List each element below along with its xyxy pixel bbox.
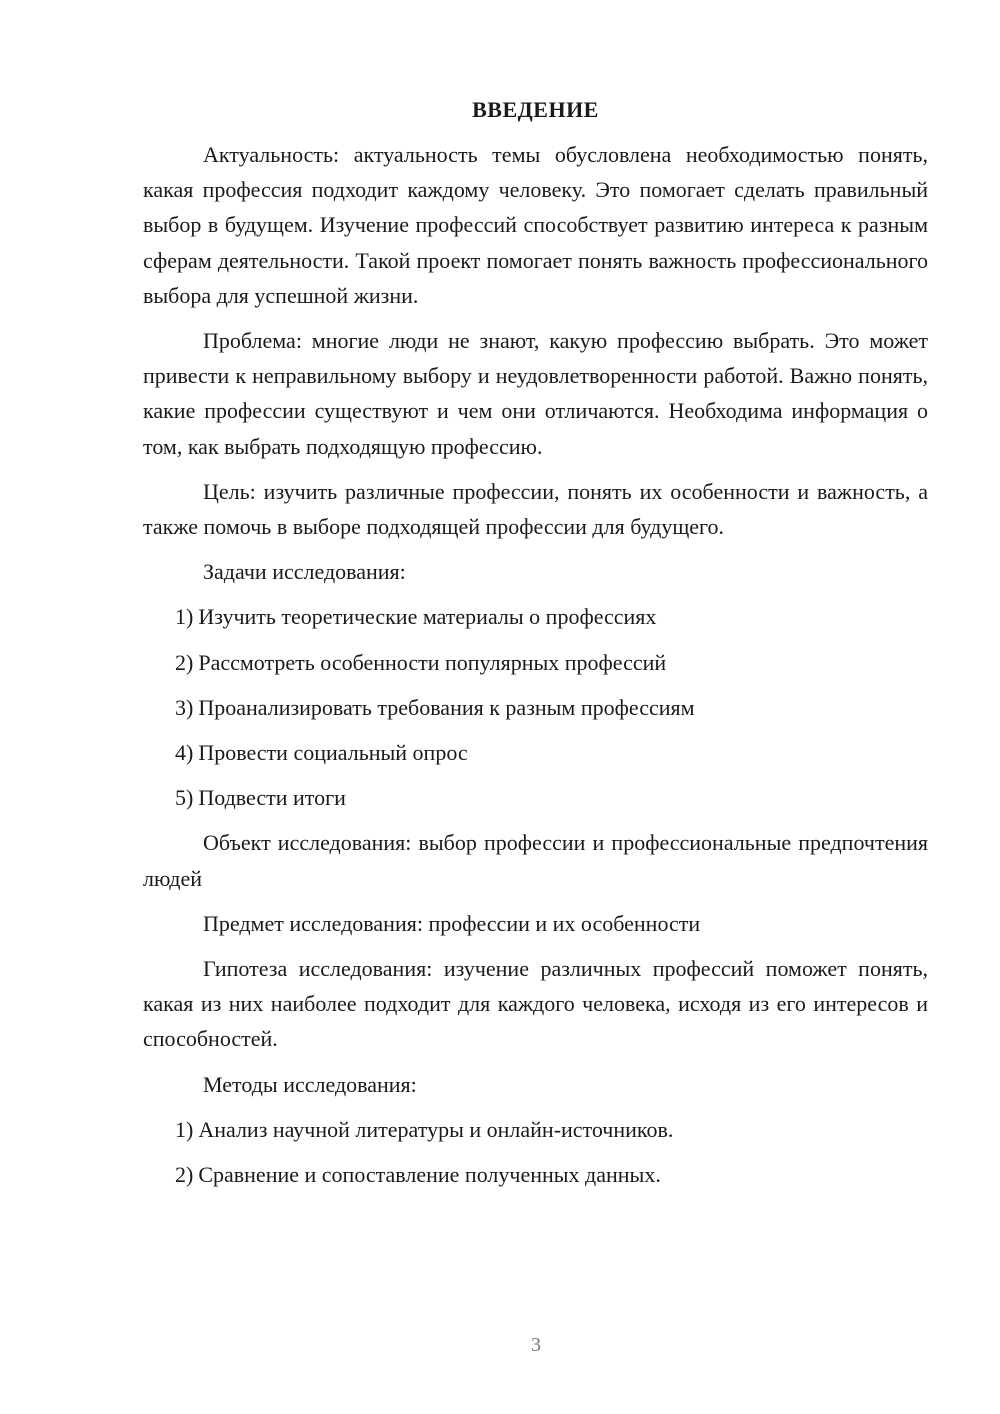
methods-title: Методы исследования: (203, 1071, 417, 1097)
method-text: Анализ научной литературы и онлайн-источников. (198, 1116, 674, 1142)
hypothesis-paragraph: Гипотеза исследования: изучение различных профессий поможет понять, какая из них наиболее подходит для каждого человека, исходя из его интересов и способностей. (143, 956, 928, 1052)
relevance-paragraph: Актуальность: актуальность темы обусловлена необходимостью понять, какая профессия подходит каждому человеку. Это помогает сделать правильный выбор в будущем. Изучение профессий способствует развитию интереса к разным сферам деятельности. Такой проект помогает понять важность профессионального выбора для успешной жизни. (143, 142, 928, 308)
task-text: Подвести итоги (198, 785, 346, 811)
task-item (175, 735, 928, 770)
task-item (175, 645, 928, 680)
method-number: 2) (175, 1162, 194, 1188)
task-item (175, 690, 928, 725)
tasks-list (143, 599, 928, 815)
subject-paragraph: Предмет исследования: профессии и их особенности (203, 910, 701, 936)
problem-paragraph: Проблема: многие люди не знают, какую профессию выбрать. Это может привести к неправильному выбору и неудовлетворенности работой. Важно понять, какие профессии существуют и чем они отличаются. Необходима информация о том, как выбрать подходящую профессию. (143, 328, 928, 459)
task-number: 4) (175, 740, 194, 766)
method-text: Сравнение и сопоставление полученных данных. (198, 1162, 661, 1188)
goal-paragraph: Цель: изучить различные профессии, понять их особенности и важность, а также помочь в выборе подходящей профессии для будущего. (143, 478, 928, 540)
task-text: Рассмотреть особенности популярных профессий (198, 649, 667, 675)
task-text: Проанализировать требования к разным профессиям (198, 694, 695, 720)
task-number: 1) (175, 604, 194, 630)
task-number: 2) (175, 649, 194, 675)
page-content (143, 92, 928, 1202)
task-item (175, 599, 928, 634)
task-number: 3) (175, 694, 194, 720)
task-text: Изучить теоретические материалы о профессиях (198, 604, 657, 630)
section-heading: ВВЕДЕНИЕ (472, 97, 599, 122)
method-number: 1) (175, 1116, 194, 1142)
method-item (175, 1112, 928, 1147)
task-item (175, 780, 928, 815)
task-text: Провести социальный опрос (198, 740, 468, 766)
page-number: 3 (531, 1334, 541, 1356)
method-item (175, 1157, 928, 1192)
object-paragraph: Объект исследования: выбор профессии и профессиональные предпочтения людей (143, 830, 928, 891)
methods-list (143, 1112, 928, 1192)
tasks-title: Задачи исследования: (203, 559, 406, 585)
task-number: 5) (175, 785, 194, 811)
